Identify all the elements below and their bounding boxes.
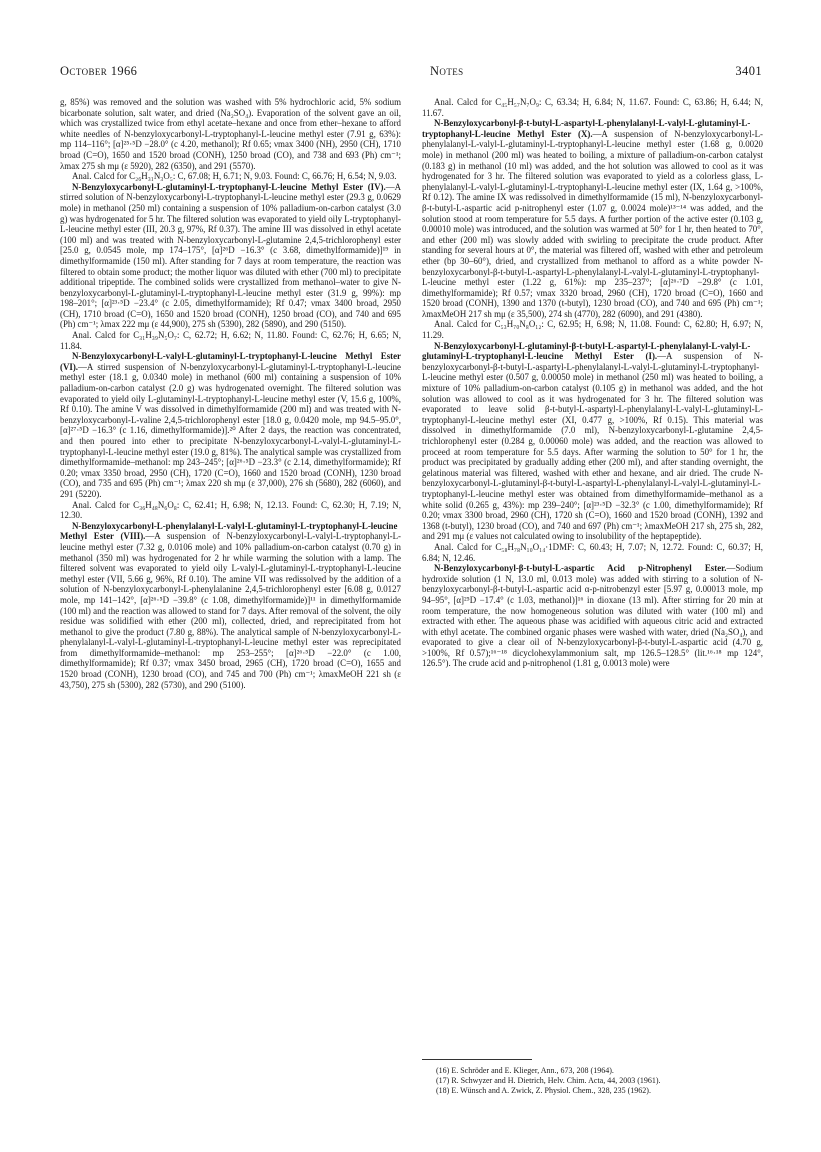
section-heading: N-Benzyloxycarbonyl-L-glutaminyl-β-t-butyl-L-aspartyl-L-phenylalanyl-L-valyl-L-glutaminyl-L-tryptophanyl-L-leucine Methyl Ester (I). [422, 340, 751, 362]
paragraph-text: g, 85%) was removed and the solution was washed with 5% hydrochloric acid, 5% sodium bicarbonate solution, salt water, and dried (Na₂SO₄). Evaporation of the solvent gave an oil, which was crystallized twice from ethyl acetate–hexane and once from ether–hexane to afford white needles of N-benzyloxycarbonyl-L-tryptophanyl-L-leucine methyl ester (7.91 g, 63%): mp 114–116°; [α]²⁵·⁵D −28.0° (c 4.20, methanol); Rf 0.65; νmax 3400 (NH), 2950 (CH), 1710 broad (C=O), 1650 and 1520 broad (CONH), 1250 broad (CO), and 738 and 693 (Ph) cm⁻¹; λmax 275 sh mμ (ε 5920), 282 (6350), and 291 (5570). [60, 97, 401, 171]
left-column [60, 97, 401, 690]
page-header [60, 64, 762, 80]
paragraph [60, 171, 401, 182]
paragraph-text: Anal. Calcd for C₃₆H₄₈N₆O₈: C, 62.41; H, 6.98; N, 12.13. Found: C, 62.30; H, 7.19; N, 12.30. [60, 499, 401, 521]
section-heading: N-Benzyloxycarbonyl-L-phenylalanyl-L-valyl-L-glutaminyl-L-tryptophanyl-L-leucine Methyl Ester (VIII). [60, 520, 398, 542]
paragraph-text: —A suspension of N-benzyloxycarbonyl-L-phenylalanyl-L-valyl-L-glutaminyl-L-tryptophanyl-L-leucine methyl ester (1.68 g, 0.0020 mole) in methanol (200 ml) was heated to boiling, a mixture of palladium-on-carbon catalyst (0.183 g) in methanol (10 ml) was added, and the hot solution was allowed to cool as it was hydrogenated for 3 hr. The filtered solution was evaporated to yield as a colorless glass, L-phenylalanyl-L-valyl-L-glutaminyl-L-tryptophanyl-L-leucine methyl ester (IX, 1.64 g, >100%, Rf 0.12). The amine IX was redissolved in dimethylformamide (15 ml), N-benzyloxycarbonyl-β-t-butyl-L-aspartic acid p-nitrophenyl ester (1.07 g, 0.0024 mole)¹³⁻¹⁴ was added, and the solution stood at room temperature for 5.5 days. A further portion of the active ester (0.103 g, 0.00010 mole) was introduced, and the solution was warmed at 50° for 1 hr, then heated to 70°, and ether (200 ml) was slowly added with swirling to precipitate the crude product. After standing for several hours at 0°, the material was filtered off, washed with ether and petroleum ether (bp 30–60°), dried, and crystallized from methanol to afford as a white powder N-benzyloxycarbonyl-β-t-butyl-L-aspartyl-L-phenylalanyl-L-valyl-L-glutaminyl-L-tryptophanyl-L-leucine methyl ester (1.22 g, 61%): mp 235–237°; [α]²⁶·⁷D −29.8° (c 1.01, dimethylformamide); Rf 0.57; νmax 3320 broad, 2960 (CH), 1720 broad (C=O), 1660 and 1520 broad (CONH), 1390 and 1370 (t-butyl), 1230 broad (CO), and 740 and 695 (Ph) cm⁻¹; λmaxMeOH 217 sh mμ (ε 35,500), 274 sh (4770), 282 (6090), and 291 (4380). [422, 128, 763, 319]
paragraph [60, 182, 401, 330]
paragraph-text: Anal. Calcd for C₂₆H₃₁N₃O₅: C, 67.08; H, 6.71; N, 9.03. Found: C, 66.76; H, 6.54; N, 9.03. [72, 171, 397, 182]
paragraph [60, 521, 401, 691]
section-heading: N-Benzyloxycarbonyl-β-t-butyl-L-aspartic Acid p-Nitrophenyl Ester. [434, 563, 727, 574]
page-number: 3401 [735, 64, 762, 78]
paragraph-text: Anal. Calcd for C₃₁H₃₉N₅O₇: C, 62.72; H, 6.62; N, 11.80. Found: C, 62.76; H, 6.65; N, 11.84. [60, 330, 401, 351]
section-heading: N-Benzyloxycarbonyl-β-t-butyl-L-aspartyl-L-phenylalanyl-L-valyl-L-glutaminyl-L-tryptophanyl-L-leucine Methyl Ester (X). [422, 118, 751, 139]
footnotes [436, 1066, 762, 1097]
paragraph-text: —A suspension of N-benzyloxycarbonyl-β-t-butyl-L-aspartyl-L-phenylalanyl-L-valyl-L-glutaminyl-L-tryptophanyl-L-leucine methyl ester (0.507 g, 0.00050 mole) in methanol (250 ml) was heated to boiling, a mixture of 10% palladium-on-carbon catalyst (0.105 g) in methanol was added, and the hot solution was allowed to cool as it was hydrogenated for 3 hr. The filtered solution was evaporated to leave solid β-t-butyl-L-aspartyl-L-phenylalanyl-L-valyl-L-glutaminyl-L-tryptophanyl-L-leucine methyl ester (XI, 0.477 g, >100%, Rf 0.15). This material was dissolved in dimethylformamide (7.0 ml), N-benzyloxycarbonyl-L-glutamine 2,4,5-trichlorophenyl ester (0.284 g, 0.00060 mole) was added, and the reaction was allowed to proceed at room temperature for 5.5 days. After warming the solution to 50° for 1 hr, the product was precipitated by gradually adding ether (200 ml), and after standing overnight, the gelatinous material was filtered, washed with ether and hexane, and air dried. The crude N-benzyloxycarbonyl-L-glutaminyl-β-t-butyl-L-aspartyl-L-phenylalanyl-L-valyl-L-glutaminyl-L-tryptophanyl-L-leucine methyl ester was obtained from dimethylformamide–methanol as a white solid (0.265 g, 43%): mp 239–240°; [α]²³·⁵D −32.3° (c 1.00, dimethylformamide); Rf 0.20; νmax 3300 broad, 2960 (CH), 1720 sh (C=O), 1660 and 1520 broad (CONH), 1392 and 1368 (t-butyl), 1230 broad (CO), and 740 and 697 (Ph) cm⁻¹; λmaxMeOH 217 sh, 275 sh, 282, and 291 mμ (ε values not calculated owing to insolubility of the heptapeptide). [422, 351, 763, 542]
paragraph [422, 563, 763, 669]
footnote: (16) E. Schröder and E. Klieger, Ann., 673, 208 (1964). [436, 1066, 614, 1075]
paragraph [422, 97, 763, 118]
paragraph [60, 97, 401, 171]
paragraph [60, 351, 401, 499]
section-heading: N-Benzyloxycarbonyl-L-glutaminyl-L-tryptophanyl-L-leucine Methyl Ester (IV). [72, 181, 386, 192]
paragraph [422, 118, 763, 319]
paragraph [422, 542, 763, 563]
paragraph-text: —A stirred solution of N-benzyloxycarbonyl-L-tryptophanyl-L-leucine methyl ester (29.3 g, 0.0629 mole) in methanol (250 ml) containing a suspension of 10% palladium-on-carbon catalyst (3.0 g) was hydrogenated for 5 hr. The filtered solution was evaporated to yield oily L-tryptophanyl-L-leucine methyl ester (III, 20.3 g, 97%, Rf 0.37). The amine III was dissolved in ethyl acetate (100 ml) and was treated with N-benzyloxycarbonyl-L-glutamine 2,4,5-trichlorophenyl ester [25.0 g, 0.0545 mole, mp 174–175°, [α]²⁶D −16.3° (c 3.68, dimethylformamide)]¹⁹ in dimethylformamide (150 ml). After standing for 7 days at room temperature, the reaction was filtered to obtain some product; the mother liquor was diluted with ether (700 ml) to precipitate additional tripeptide. The combined solids were crystallized from methanol–water to give N-benzyloxycarbonyl-L-glutaminyl-L-tryptophanyl-L-leucine methyl ester (31.9 g, 99%): mp 198–201°; [α]²³·⁵D −23.4° (c 2.05, dimethylformamide); Rf 0.47; νmax 3400 broad, 2950 (CH), 1710 broad (C=O), 1650 and 1520 broad (CONH), 1250 broad (CO), and 740 and 695 (Ph) cm⁻¹; λmax 222 mμ (ε 44,900), 275 sh (5390), 282 (5890), and 290 (5150). [60, 181, 401, 330]
header-date: October 1966 [60, 64, 138, 78]
paragraph [60, 330, 401, 351]
paragraph [422, 319, 763, 340]
paragraph [422, 341, 763, 542]
paragraph-text: Anal. Calcd for C₅₈H₇₈N₁₀O₁₄·1DMF: C, 60.43; H, 7.07; N, 12.72. Found: C, 60.37; H, 6.84; N, 12.46. [422, 541, 763, 563]
right-column [422, 97, 763, 669]
paragraph [60, 500, 401, 521]
footnote-rule [422, 1059, 532, 1060]
footnote: (18) E. Wünsch and A. Zwick, Z. Physiol. Chem., 328, 235 (1962). [436, 1086, 651, 1096]
footnote: (17) R. Schwyzer and H. Dietrich, Helv. Chim. Acta, 44, 2003 (1961). [436, 1076, 661, 1086]
paragraph-text: Anal. Calcd for C₅₃H₇₀N₈O₁₂: C, 62.95; H, 6.98; N, 11.08. Found: C, 62.80; H, 6.97; N, 11.29. [422, 319, 763, 341]
paragraph-text: —A stirred suspension of N-benzyloxycarbonyl-L-glutaminyl-L-tryptophanyl-L-leucine methyl ester (18.1 g, 0.0340 mole) in methanol (600 ml) containing a suspension of 10% palladium-on-carbon catalyst (2.0 g) was hydrogenated overnight. The filtered solution was evaporated to yield oily L-glutaminyl-L-tryptophanyl-L-leucine methyl ester (V, 15.6 g, 100%, Rf 0.10). The amine V was dissolved in dimethylformamide (200 ml) and was treated with N-benzyloxycarbonyl-L-valine 2,4,5-trichlorophenyl ester [18.0 g, 0.0420 mole, mp 94.5–95.0°, [α]²⁷·⁵D −16.3° (c 1.16, dimethylformamide)].²⁰ After 2 days, the reaction was concentrated, and then poured into ether to precipitate N-benzyloxycarbonyl-L-valyl-L-glutaminyl-L-tryptophanyl-L-leucine methyl ester (19.0 g, 81%). The analytical sample was crystallized from dimethylformamide–methanol: mp 243–245°; [α]²⁶·⁵D −23.3° (c 2.14, dimethylformamide); Rf 0.20; νmax 3350 broad, 2950 (CH), 1720 (C=O), 1660 and 1520 broad (CONH), 1230 broad (CO), and 735 and 695 (Ph) cm⁻¹; λmax 220 sh mμ (ε 37,000), 276 sh (5680), 282 (6060), and 291 (5220). [60, 361, 401, 499]
paragraph-text: —Sodium hydroxide solution (1 N, 13.0 ml, 0.013 mole) was added with stirring to a solution of N-benzyloxycarbonyl-β-t-butyl-L-aspartic acid α-p-nitrobenzyl ester [5.97 g, 0.00013 mole, mp 94–95°, [α]²⁵D −17.4° (c 1.03, methanol)]¹⁶ in dioxane (13 ml). After stirring for 20 min at room temperature, the now homogeneous solution was diluted with water (100 ml) and extracted with ether. The aqueous phase was acidified with aqueous citric acid and extracted with ethyl acetate. The combined organic phases were washed with water, dried (Na₂SO₄), and evaporated to give a clear oil of N-benzyloxycarbonyl-β-t-butyl-L-aspartic acid (4.70 g, >100%, Rf 0.57);¹⁶⁻¹⁸ dicyclohexylammonium salt, mp 126.5–128.5° (lit.¹⁶·¹⁸ mp 124°, 126.5°). The crude acid and p-nitrophenol (1.81 g, 0.0013 mole) were [422, 563, 763, 669]
paragraph-text: —A suspension of N-benzyloxycarbonyl-L-valyl-L-tryptophanyl-L-leucine methyl ester (7.32 g, 0.0106 mole) and 10% palladium-on-carbon catalyst (0.70 g) in methanol (350 ml) was hydrogenated for 2 hr while warming the solution with a lamp. The filtered solvent was evaporated to yield oily L-valyl-L-glutaminyl-L-tryptophanyl-L-leucine methyl ester (VII, 5.66 g, 96%, Rf 0.10). The amine VII was redissolved by the addition of a solution of N-benzyloxycarbonyl-L-phenylalanine 2,4,5-trichlorophenyl ester [6.08 g, 0.0127 mole, mp 141–142°, [α]²⁶·⁵D −39.8° (c 1.08, dimethylformamide)]¹¹ in dimethylformamide (100 ml) and the reaction was allowed to stand for 7 days. After removal of the solvent, the oily residue was solidified with ether (200 ml), collected, dried, and reprecipitated from hot methanol to give the product (7.80 g, 88%). The analytical sample of N-benzyloxycarbonyl-L-phenylalanyl-L-valyl-L-glutaminyl-L-tryptophanyl-L-leucine methyl ester was reprecipitated from dimethylformamide–methanol: mp 253–255°; [α]²⁶·⁵D −22.0° (c 1.00, dimethylformamide); Rf 0.37; νmax 3450 broad, 2965 (CH), 1720 broad (C=O), 1655 and 1520 broad (CONH), 1230 broad (CO), and 745 and 700 (Ph) cm⁻¹; λmaxMeOH 221 sh (ε 43,750), 275 sh (5300), 282 (5730), and 290 (5100). [60, 531, 401, 690]
paragraph-text: Anal. Calcd for C₄₅H₅₇N₇O₉: C, 63.34; H, 6.84; N, 11.67. Found: C, 63.86; H, 6.44; N, 11.67. [422, 97, 763, 118]
header-section: Notes [430, 64, 464, 78]
section-heading: N-Benzyloxycarbonyl-L-valyl-L-glutaminyl-L-tryptophanyl-L-leucine Methyl Ester (VI). [60, 351, 401, 372]
